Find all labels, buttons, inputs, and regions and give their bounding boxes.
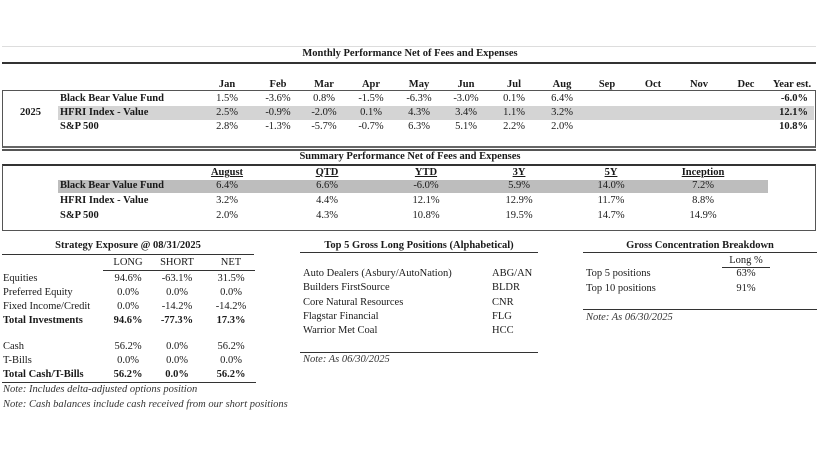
exposure-note-1: Note: Includes delta-adjusted options position <box>3 384 198 395</box>
cell: 56.2% <box>216 369 246 380</box>
col-feb: Feb <box>269 79 287 90</box>
col-short: SHORT <box>160 257 194 268</box>
concentration-title: Gross Concentration Breakdown <box>626 240 774 251</box>
cell: 7.2% <box>692 180 714 191</box>
col-may: May <box>408 79 430 90</box>
col-apr: Apr <box>361 79 381 90</box>
position-name: Flagstar Financial <box>303 311 379 322</box>
cell: -14.2% <box>215 301 247 312</box>
cell: 5.1% <box>455 121 477 132</box>
position-ticker: ABG/AN <box>492 268 533 279</box>
divider <box>2 254 254 255</box>
cell: 56.2% <box>113 369 143 380</box>
year-label: 2025 <box>20 107 41 118</box>
cell: 6.4% <box>551 93 573 104</box>
position-name: Warrior Met Coal <box>303 325 378 336</box>
position-name: Auto Dealers (Asbury/AutoNation) <box>303 268 452 279</box>
cell: 2.8% <box>216 121 238 132</box>
cell: 4.3% <box>408 107 430 118</box>
divider <box>300 352 538 353</box>
col-ytd: YTD <box>414 167 438 178</box>
cell: 0.1% <box>503 93 525 104</box>
cell: 4.3% <box>316 210 338 221</box>
cell: 17.3% <box>216 315 246 326</box>
top5-note: Note: As 06/30/2025 <box>303 354 390 365</box>
cell: -3.6% <box>265 93 291 104</box>
cell: 0.0% <box>166 355 188 366</box>
cell: 0.8% <box>313 93 335 104</box>
concentration-note: Note: As 06/30/2025 <box>586 312 673 323</box>
cell: 3.4% <box>455 107 477 118</box>
row-label: Equities <box>3 273 38 284</box>
col-year-est: Year est. <box>772 79 812 90</box>
position-ticker: HCC <box>492 325 514 336</box>
cell: -1.3% <box>265 121 291 132</box>
cell: 14.9% <box>689 210 717 221</box>
col-3y: 3Y <box>512 167 526 178</box>
row-label: Cash <box>3 341 24 352</box>
row-label: Fixed Income/Credit <box>3 301 91 312</box>
cell: 6.4% <box>216 180 238 191</box>
cell: 0.0% <box>220 355 242 366</box>
year-est-value: 10.8% <box>779 121 808 132</box>
row-label: Preferred Equity <box>3 287 73 298</box>
cell: 11.7% <box>597 195 625 206</box>
concentration-label: Top 10 positions <box>586 283 656 294</box>
monthly-title: Monthly Performance Net of Fees and Expenses <box>302 48 518 59</box>
cell: 56.2% <box>217 341 245 352</box>
year-est-value: -6.0% <box>780 93 808 104</box>
cell: 0.0% <box>117 301 139 312</box>
col-inception: Inception <box>681 167 725 178</box>
exposure-title: Strategy Exposure @ 08/31/2025 <box>55 240 201 251</box>
cell: 8.8% <box>692 195 714 206</box>
col-net: NET <box>220 257 242 268</box>
row-label: S&P 500 <box>60 121 99 132</box>
position-ticker: BLDR <box>492 282 521 293</box>
cell: -63.1% <box>161 273 193 284</box>
cell: -14.2% <box>161 301 193 312</box>
col-long: LONG <box>113 257 143 268</box>
cell: 0.0% <box>165 369 189 380</box>
cell: -6.3% <box>406 93 432 104</box>
cell: -1.5% <box>358 93 384 104</box>
position-name: Core Natural Resources <box>303 297 404 308</box>
col-oct: Oct <box>644 79 662 90</box>
row-label: Black Bear Value Fund <box>60 180 164 191</box>
col-5y: 5Y <box>604 167 618 178</box>
exposure-note-2: Note: Cash balances include cash received from our short positions <box>3 399 288 410</box>
cell: 2.2% <box>503 121 525 132</box>
cell: -3.0% <box>453 93 479 104</box>
cell: -6.0% <box>413 180 439 191</box>
row-label: Total Cash/T-Bills <box>3 369 84 380</box>
row-label: Black Bear Value Fund <box>60 93 164 104</box>
row-label: HFRI Index - Value <box>60 107 149 118</box>
concentration-value: 63% <box>736 268 756 279</box>
cell: 2.0% <box>216 210 238 221</box>
cell: 6.6% <box>316 180 338 191</box>
position-ticker: CNR <box>492 297 514 308</box>
cell: 0.1% <box>360 107 382 118</box>
cell: 0.0% <box>166 341 188 352</box>
cell: -0.9% <box>265 107 291 118</box>
cell: 94.6% <box>114 273 142 284</box>
cell: 14.7% <box>597 210 625 221</box>
cell: 31.5% <box>217 273 245 284</box>
cell: 12.9% <box>505 195 533 206</box>
cell: 10.8% <box>412 210 440 221</box>
divider <box>103 270 255 271</box>
col-aug: Aug <box>552 79 572 90</box>
concentration-label: Top 5 positions <box>586 268 651 279</box>
row-label: S&P 500 <box>60 210 99 221</box>
cell: -0.7% <box>358 121 384 132</box>
cell: 1.5% <box>216 93 238 104</box>
position-ticker: FLG <box>492 311 512 322</box>
col-jul: Jul <box>506 79 521 90</box>
divider <box>300 252 538 253</box>
col-jan: Jan <box>218 79 236 90</box>
col-long-pct: Long % <box>729 255 763 266</box>
cell: 2.5% <box>216 107 238 118</box>
cell: 94.6% <box>113 315 143 326</box>
cell: 12.1% <box>412 195 440 206</box>
cell: 2.0% <box>551 121 573 132</box>
col-mar: Mar <box>314 79 334 90</box>
col-august: August <box>210 167 244 178</box>
cell: 3.2% <box>551 107 573 118</box>
cell: -2.0% <box>311 107 337 118</box>
divider <box>2 62 816 64</box>
cell: 0.0% <box>117 287 139 298</box>
cell: -5.7% <box>311 121 337 132</box>
cell: 14.0% <box>597 180 625 191</box>
row-label: HFRI Index - Value <box>60 195 149 206</box>
top5-title: Top 5 Gross Long Positions (Alphabetical) <box>324 240 514 251</box>
cell: 5.9% <box>508 180 530 191</box>
cell: 0.0% <box>117 355 139 366</box>
cell: 6.3% <box>408 121 430 132</box>
cell: -77.3% <box>160 315 194 326</box>
cell: 1.1% <box>503 107 525 118</box>
cell: 3.2% <box>216 195 238 206</box>
row-label: T-Bills <box>3 355 32 366</box>
position-name: Builders FirstSource <box>303 282 390 293</box>
divider <box>583 252 817 253</box>
year-est-value: 12.1% <box>779 107 808 118</box>
col-jun: Jun <box>457 79 475 90</box>
col-dec: Dec <box>737 79 755 90</box>
cell: 19.5% <box>505 210 533 221</box>
cell: 0.0% <box>166 287 188 298</box>
cell: 4.4% <box>316 195 338 206</box>
cell: 0.0% <box>220 287 242 298</box>
col-nov: Nov <box>689 79 709 90</box>
divider <box>2 382 256 383</box>
cell: 56.2% <box>114 341 142 352</box>
concentration-value: 91% <box>736 283 756 294</box>
summary-title: Summary Performance Net of Fees and Expenses <box>299 151 521 162</box>
divider <box>583 309 817 310</box>
col-sep: Sep <box>598 79 616 90</box>
row-label: Total Investments <box>3 315 83 326</box>
col-qtd: QTD <box>315 167 339 178</box>
